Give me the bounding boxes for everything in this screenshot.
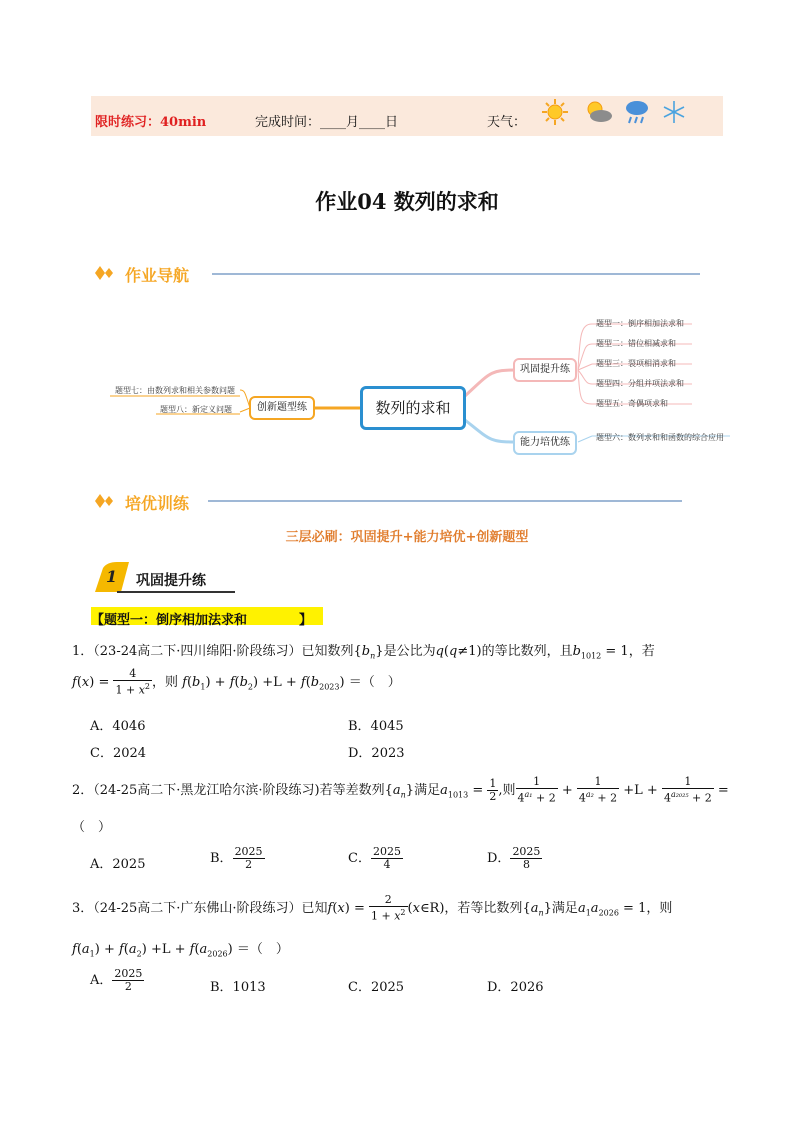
q2-paren: （ ） (72, 820, 112, 835)
q1-option-b[interactable]: B．4045 (348, 719, 404, 734)
q1-option-a[interactable]: A．4046 (90, 719, 146, 734)
section-training-heading: 培优训练 (125, 494, 190, 513)
type-label: 【题型一：倒序相加法求和 】 (91, 613, 313, 628)
question-1: 1．（23-24高二下·四川绵阳·阶段练习）已知数列$\{b_n\}$是公比为q(q≠1)的等比数列，且$b_{1012} = 1$，若 (72, 644, 655, 661)
q3-option-a[interactable]: A． $\frac{2025}{2}$ (90, 967, 143, 993)
question-3-line2: $f(a_1) + f(a_2) +L + f(a_{2026})$ ＝（ ） (72, 942, 289, 959)
subtitle: 三层必刷：巩固提升+能力培优+创新题型 (285, 530, 529, 545)
mindmap-leaf: 题型一：倒序相加法求和 (596, 319, 684, 328)
divider (208, 500, 682, 502)
mindmap-leaf: 题型七：由数列求和相关参数问题 (115, 386, 235, 395)
diamond-icon (95, 266, 117, 280)
sun-icon (541, 98, 569, 126)
q1-option-c[interactable]: C．2024 (90, 746, 147, 761)
level-label: 巩固提升练 (136, 573, 206, 589)
mindmap-leaf: 题型五：奇偶项求和 (596, 399, 668, 408)
diamond-icon (95, 494, 117, 508)
q2-option-a[interactable]: A．2025 (90, 857, 146, 872)
rain-icon (624, 98, 650, 126)
question-2: 2．（24-25高二下·黑龙江哈尔滨·阶段练习)若等差数列$\{a_n\}$满足$a_{1013}$ = $\frac{1}{2}$ ,则 $\frac{1}{4^{a_1} + 2}$ + $\frac{1}{4^{a_2} + 2}$ +L + $\frac{1}{4^{a_{2025}} + 2}$ = (72, 775, 729, 805)
mindmap-leaf: 题型三：裂项相消求和 (596, 359, 676, 368)
mindmap-leaf: 题型二：错位相减求和 (596, 339, 676, 348)
q1-option-d[interactable]: D．2023 (348, 746, 405, 761)
divider (212, 273, 700, 275)
time-limit: 限时练习：40min (95, 115, 207, 130)
mindmap-center: 数列的求和 (360, 386, 466, 430)
q2-option-c[interactable]: C． $\frac{2025}{4}$ (348, 845, 401, 871)
weather-label: 天气： (487, 115, 527, 130)
page-title: 作业04 数列的求和 (315, 189, 499, 214)
q2-option-b[interactable]: B． $\frac{2025}{2}$ (210, 845, 263, 871)
section-navigation-heading: 作业导航 (125, 266, 190, 285)
mindmap-leaf: 题型八：新定义问题 (160, 405, 232, 414)
level-number: 1 (106, 567, 118, 586)
mindmap-branch-ability: 能力培优练 (513, 431, 577, 455)
mindmap-branch-consolidate: 巩固提升练 (513, 358, 577, 382)
partly-cloudy-icon (583, 99, 613, 125)
question-1-line2: f(x) = $\frac{4}{1 + x^2}$ ，则 $f(b_1) + f(b_2) +L + f(b_{2023})$ ＝（ ） (72, 667, 401, 697)
mindmap-branch-innovation: 创新题型练 (249, 396, 315, 420)
completion-time: 完成时间：____月____日 (255, 115, 399, 130)
mindmap-leaf: 题型六：数列求和和函数的综合应用 (596, 433, 724, 442)
q2-option-d[interactable]: D． $\frac{2025}{8}$ (487, 845, 541, 871)
question-3: 3．（24-25高二下·广东佛山·阶段练习）已知f(x) = $\frac{2}{1 + x^2}$ (x∈R)，若等比数列$\{a_n\}$满足$a_1a_{2026} = 1$，则 (72, 893, 673, 923)
q3-option-b[interactable]: B．1013 (210, 980, 266, 995)
mindmap-leaf: 题型四：分组并项法求和 (596, 379, 684, 388)
q3-option-c[interactable]: C．2025 (348, 980, 405, 995)
snow-icon (662, 99, 686, 125)
q3-option-d[interactable]: D．2026 (487, 980, 544, 995)
